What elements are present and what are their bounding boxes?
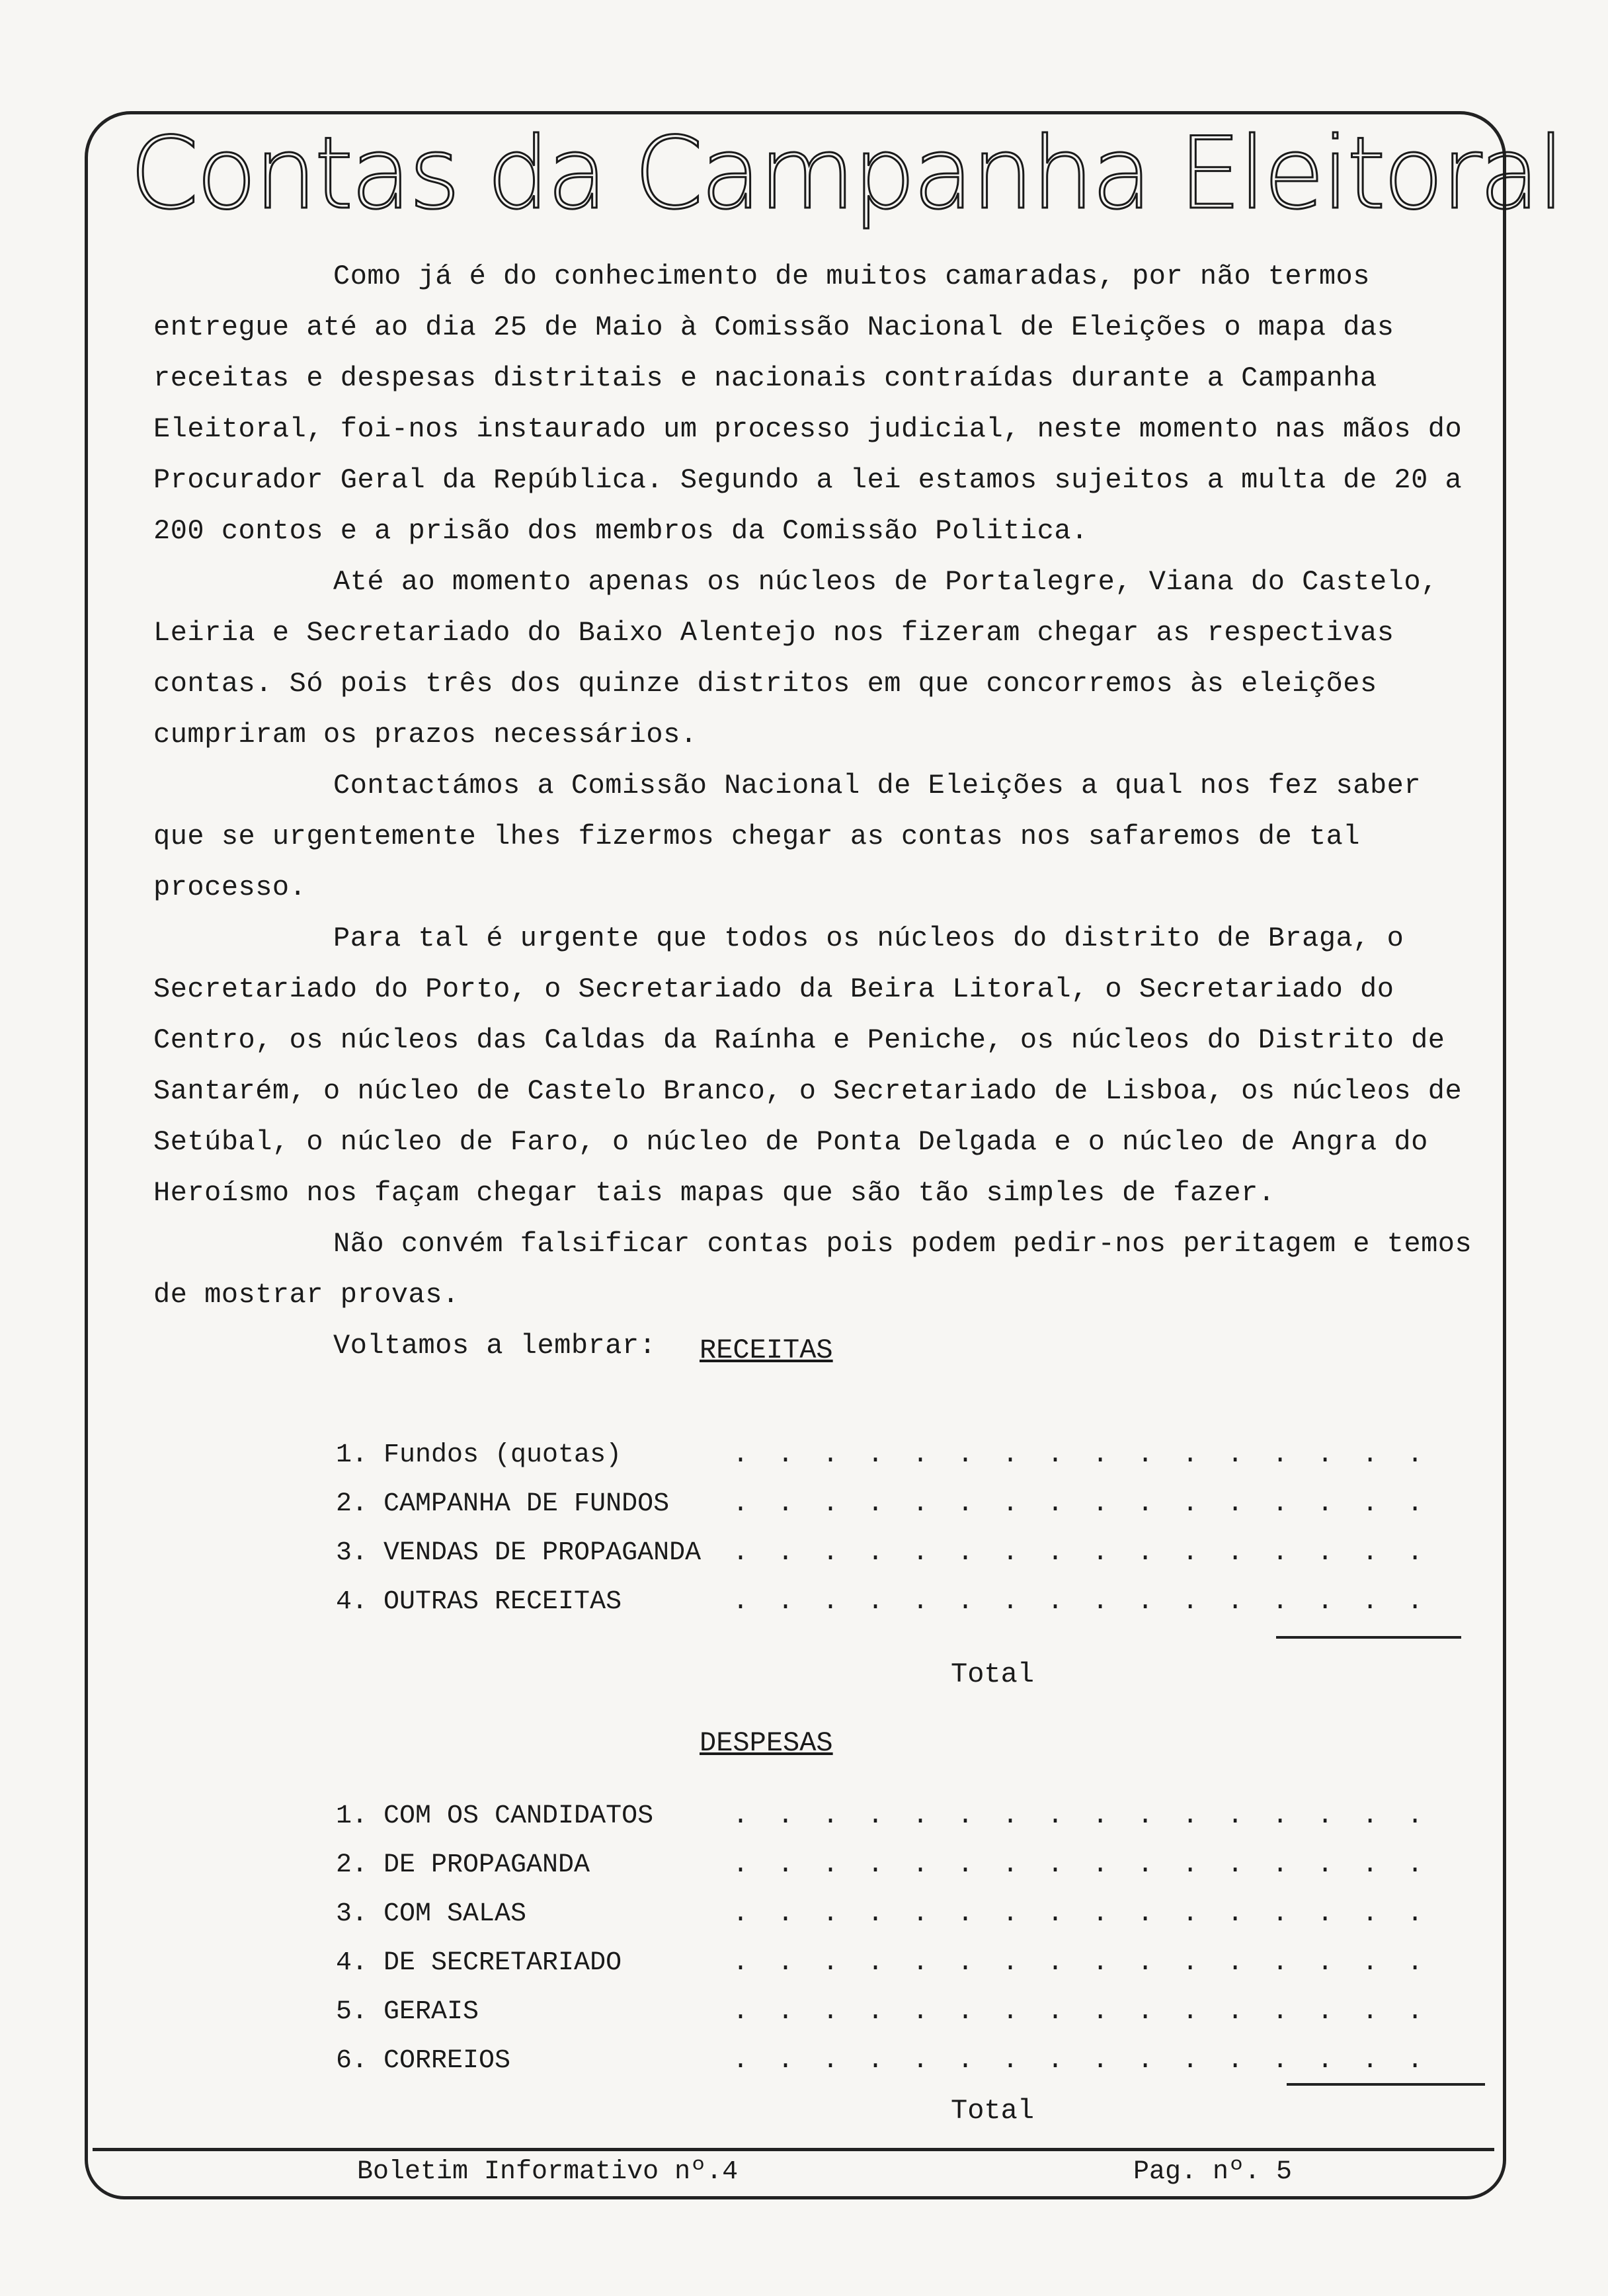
paragraph: Até ao momento apenas os núcleos de Portalegre, Viana do Castelo, Leiria e Secretariado do Baixo Alentejo nos fizeram chegar as respectivas contas. Só pois três dos quinze distritos em que concorremos às eleições cumpriram os prazos necessários. [153,566,1438,751]
leader-dots: . . . . . . . . . . . . . . . . [733,1948,1430,1978]
despesas-total-line [1287,2083,1485,2086]
leader-dots: . . . . . . . . . . . . . . . . [733,1538,1430,1568]
footer-publication: Boletim Informativo nº.4 [357,2157,739,2187]
paragraph: Voltamos a lembrar: [333,1330,657,1362]
list-item-label: 2. DE PROPAGANDA [336,1850,590,1880]
footer-rule [93,2148,1494,2151]
list-item-label: 6. CORREIOS [336,2046,511,2076]
despesas-total-label: Total [951,2095,1035,2127]
despesas-heading: DESPESAS [700,1727,833,1759]
list-item-label: 3. VENDAS DE PROPAGANDA [336,1538,702,1568]
list-item-label: 4. DE SECRETARIADO [336,1948,622,1978]
receitas-heading: RECEITAS [700,1334,833,1366]
list-item-label: 4. OUTRAS RECEITAS [336,1587,622,1617]
paragraph: Para tal é urgente que todos os núcleos do distrito de Braga, o Secretariado do Porto, o Secretariado da Beira Litoral, o Secretariado do Centro, os núcleos das Caldas da Raínha e Peniche, os núcleos do Distrito de Santarém, o núcleo de Castelo Branco, o Secretariado de Lisboa, os núcleos de Setúbal, o núcleo de Faro, o núcleo de Ponta Delgada e o núcleo de Angra do Heroísmo nos façam chegar tais mapas que são tão simples de fazer. [153,922,1463,1209]
leader-dots: . . . . . . . . . . . . . . . . [733,1489,1430,1519]
receitas-total-label: Total [951,1659,1035,1690]
paragraph: Não convém falsificar contas pois podem pedir-nos peritagem e temos de mostrar provas. [153,1228,1472,1311]
leader-dots: . . . . . . . . . . . . . . . . [733,1440,1430,1470]
leader-dots: . . . . . . . . . . . . . . . . [733,1801,1430,1831]
paragraph: Como já é do conhecimento de muitos camaradas, por não termos entregue até ao dia 25 de Maio à Comissão Nacional de Eleições o mapa das receitas e despesas distritais e nacionais contraídas durante a Campanha Eleitoral, foi-nos instaurado um processo judicial, neste momento nas mãos do Procurador Geral da República. Segundo a lei estamos sujeitos a multa de 20 a 200 contos e a prisão dos membros da Comissão Politica. [153,261,1463,547]
leader-dots: . . . . . . . . . . . . . . . . [733,1997,1430,2027]
page-title: Contas da Campanha Eleitoral [130,116,1562,231]
leader-dots: . . . . . . . . . . . . . . . . [733,1899,1430,1929]
paragraph: Contactámos a Comissão Nacional de Eleições a qual nos fez saber que se urgentemente lhes fizermos chegar as contas nos safaremos de tal processo. [153,770,1422,903]
list-item-label: 1. Fundos (quotas) [336,1440,622,1470]
footer-page-number: Pag. nº. 5 [1133,2157,1293,2187]
receitas-total-line [1276,1636,1461,1639]
leader-dots: . . . . . . . . . . . . . . . . [733,1587,1430,1617]
leader-dots: . . . . . . . . . . . . . . . . [733,2046,1430,2076]
list-item-label: 1. COM OS CANDIDATOS [336,1801,654,1831]
list-item-label: 5. GERAIS [336,1997,479,2027]
list-item-label: 3. COM SALAS [336,1899,527,1929]
list-item-label: 2. CAMPANHA DE FUNDOS [336,1489,670,1519]
article-body [153,251,1476,1372]
leader-dots: . . . . . . . . . . . . . . . . [733,1850,1430,1880]
